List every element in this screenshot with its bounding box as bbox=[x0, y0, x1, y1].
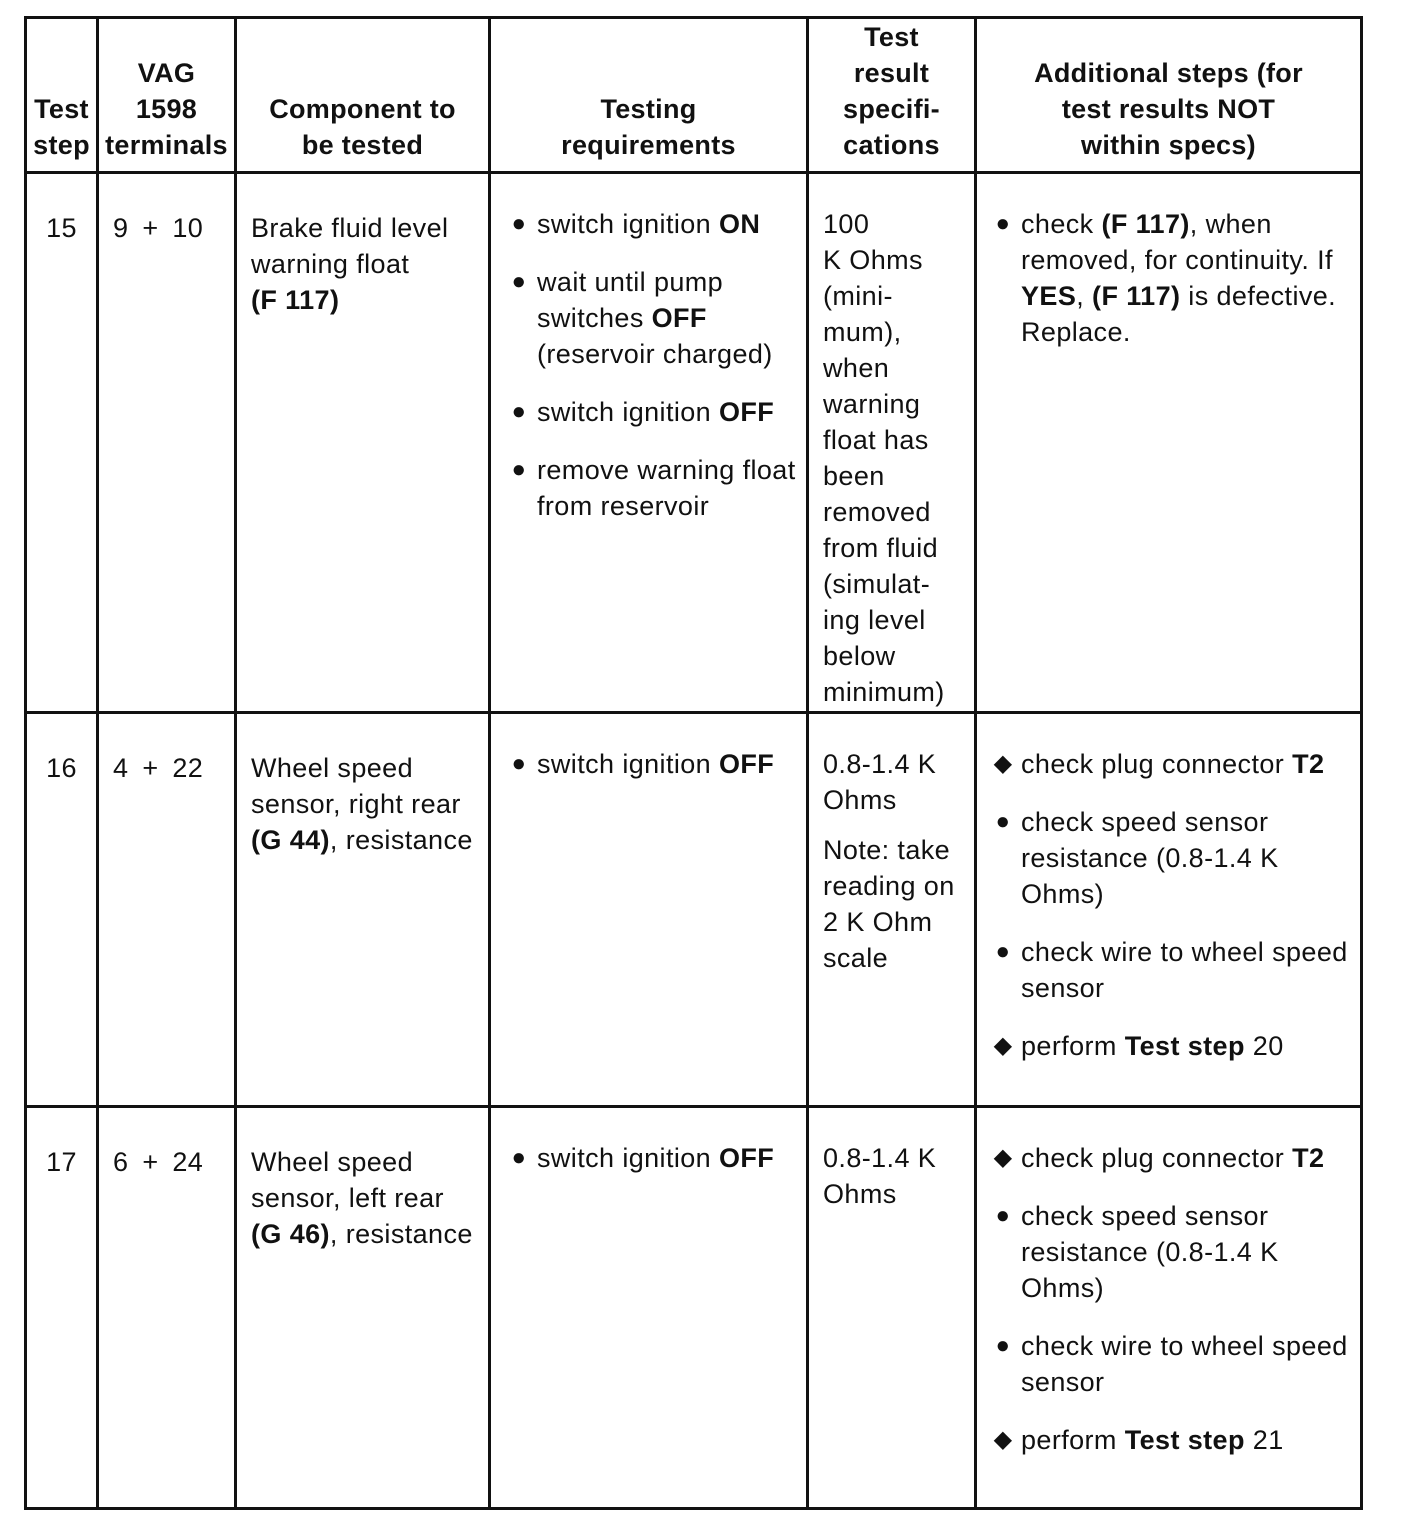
additional-steps-list bbox=[989, 206, 1352, 350]
cell-component bbox=[236, 713, 490, 1107]
spec-line: (simulat- bbox=[823, 569, 931, 599]
component-text: warning float bbox=[251, 249, 410, 279]
cell-requirements bbox=[490, 713, 808, 1107]
cell-specification bbox=[808, 173, 976, 713]
list-item bbox=[505, 452, 802, 524]
item-bold: ON bbox=[718, 209, 761, 239]
spec-value: 0.8-1.4 K Ohms bbox=[823, 1143, 937, 1209]
spec-line: warning bbox=[823, 389, 921, 419]
cell-component bbox=[236, 1107, 490, 1509]
item-bold: OFF bbox=[651, 303, 707, 333]
header-test-step bbox=[26, 18, 98, 173]
component-code: (G 44) bbox=[251, 825, 330, 855]
item-text: switch ignition bbox=[537, 749, 719, 779]
list-item bbox=[989, 1140, 1352, 1176]
item-bold: Test step bbox=[1124, 1031, 1245, 1061]
item-text: 21 bbox=[1244, 1425, 1284, 1455]
cell-requirements bbox=[490, 1107, 808, 1509]
bullet-icon: ● bbox=[995, 210, 1011, 237]
requirements-list bbox=[505, 1140, 802, 1176]
list-item bbox=[989, 1198, 1352, 1306]
list-item bbox=[989, 206, 1352, 350]
header-row bbox=[26, 18, 1362, 173]
spec-line: minimum) bbox=[823, 677, 945, 707]
header-text: within specs) bbox=[1081, 130, 1256, 160]
additional-steps-list bbox=[989, 746, 1352, 1064]
cell-additional-steps bbox=[976, 713, 1362, 1107]
header-text: 1598 bbox=[135, 94, 198, 124]
item-bold: (F 117) bbox=[1092, 281, 1181, 311]
list-item bbox=[989, 746, 1352, 782]
cell-specification bbox=[808, 1107, 976, 1509]
item-text: switch ignition bbox=[537, 209, 719, 239]
list-item bbox=[989, 1328, 1352, 1400]
spec-line: (mini- bbox=[823, 281, 893, 311]
table-row-step-17 bbox=[26, 1107, 1362, 1509]
list-item bbox=[989, 804, 1352, 912]
diamond-icon: ◆ bbox=[993, 1032, 1013, 1059]
list-item bbox=[505, 1140, 802, 1176]
item-text: , bbox=[1076, 281, 1093, 311]
header-text: be tested bbox=[301, 130, 424, 160]
header-additional-steps bbox=[976, 18, 1362, 173]
item-text: check plug connector bbox=[1021, 1143, 1293, 1173]
spec-line: below bbox=[823, 641, 896, 671]
header-text: result bbox=[853, 58, 930, 88]
item-text: check speed sensor resistance (0.8-1.4 K Ohms) bbox=[1021, 807, 1279, 909]
header-text: VAG bbox=[137, 58, 196, 88]
spec-line: from fluid bbox=[823, 533, 939, 563]
header-text: Test bbox=[864, 22, 919, 52]
cell-test-step: 16 bbox=[26, 713, 98, 1107]
component-code: (G 46) bbox=[251, 1219, 330, 1249]
component-text: , resistance bbox=[329, 825, 473, 855]
spec-note: Note: take reading on 2 K Ohm scale bbox=[823, 835, 955, 973]
item-text: check wire to wheel speed sensor bbox=[1021, 937, 1348, 1003]
header-text: cations bbox=[843, 130, 940, 160]
header-text: Testing bbox=[600, 94, 697, 124]
header-requirements bbox=[490, 18, 808, 173]
list-item bbox=[505, 264, 802, 372]
bullet-icon: ● bbox=[511, 1144, 527, 1171]
item-bold: OFF bbox=[718, 397, 775, 427]
bullet-icon: ● bbox=[511, 398, 527, 425]
item-bold: T2 bbox=[1292, 749, 1325, 779]
cell-additional-steps bbox=[976, 173, 1362, 713]
diamond-icon: ◆ bbox=[993, 1426, 1013, 1453]
list-item bbox=[989, 1422, 1352, 1458]
spec-line: when bbox=[823, 353, 890, 383]
item-text: switch ignition bbox=[537, 1143, 719, 1173]
cell-terminals: 4 + 22 bbox=[98, 713, 236, 1107]
bullet-icon: ● bbox=[511, 456, 527, 483]
cell-terminals: 6 + 24 bbox=[98, 1107, 236, 1509]
item-bold: Test step bbox=[1124, 1425, 1245, 1455]
cell-test-step: 15 bbox=[26, 173, 98, 713]
item-bold: T2 bbox=[1292, 1143, 1325, 1173]
item-text: , when removed, for continuity. If bbox=[1021, 209, 1333, 275]
item-bold: (F 117) bbox=[1101, 209, 1190, 239]
item-bold: OFF bbox=[718, 1143, 775, 1173]
bullet-icon: ● bbox=[511, 750, 527, 777]
item-text: perform bbox=[1021, 1425, 1125, 1455]
spec-value: 0.8-1.4 K Ohms bbox=[823, 749, 937, 815]
table-row-step-15 bbox=[26, 173, 1362, 713]
table-row-step-16 bbox=[26, 713, 1362, 1107]
list-item bbox=[505, 206, 802, 242]
requirements-list bbox=[505, 206, 802, 524]
header-text: test results NOT bbox=[1061, 94, 1276, 124]
component-text: Wheel speed sensor, right rear bbox=[251, 753, 461, 819]
test-steps-table bbox=[24, 16, 1363, 1510]
header-text: Component to bbox=[269, 94, 456, 124]
header-text: step bbox=[33, 130, 90, 160]
item-text: remove warning float from reservoir bbox=[537, 455, 796, 521]
cell-requirements bbox=[490, 173, 808, 713]
list-item bbox=[989, 934, 1352, 1006]
spec-line: float has bbox=[823, 425, 929, 455]
spec-line: ing level bbox=[823, 605, 926, 635]
item-bold: OFF bbox=[718, 749, 775, 779]
additional-steps-list bbox=[989, 1140, 1352, 1458]
requirements-list bbox=[505, 746, 802, 782]
header-specifications bbox=[808, 18, 976, 173]
component-text: Brake fluid level bbox=[251, 213, 449, 243]
bullet-icon: ● bbox=[995, 808, 1011, 835]
item-text: 20 bbox=[1244, 1031, 1284, 1061]
item-bold: YES bbox=[1021, 281, 1077, 311]
header-component bbox=[236, 18, 490, 173]
spec-line: removed bbox=[823, 497, 931, 527]
item-text: check bbox=[1021, 209, 1102, 239]
bullet-icon: ● bbox=[511, 210, 527, 237]
bullet-icon: ● bbox=[511, 268, 527, 295]
spec-line: been bbox=[823, 461, 885, 491]
header-text: Additional steps (for bbox=[1034, 58, 1303, 88]
bullet-icon: ● bbox=[995, 1332, 1011, 1359]
cell-component bbox=[236, 173, 490, 713]
header-text: specifi- bbox=[843, 94, 940, 124]
header-terminals bbox=[98, 18, 236, 173]
bullet-icon: ● bbox=[995, 1202, 1011, 1229]
cell-test-step: 17 bbox=[26, 1107, 98, 1509]
test-table-container bbox=[24, 16, 1363, 1510]
list-item bbox=[505, 746, 802, 782]
diamond-icon: ◆ bbox=[993, 1144, 1013, 1171]
item-text: check wire to wheel speed sensor bbox=[1021, 1331, 1348, 1397]
bullet-icon: ● bbox=[995, 938, 1011, 965]
item-text: perform bbox=[1021, 1031, 1125, 1061]
item-text: switch ignition bbox=[537, 397, 719, 427]
component-text: , resistance bbox=[329, 1219, 473, 1249]
header-text: requirements bbox=[561, 130, 736, 160]
item-text: check speed sensor resistance (0.8-1.4 K Ohms) bbox=[1021, 1201, 1279, 1303]
cell-additional-steps bbox=[976, 1107, 1362, 1509]
header-text: terminals bbox=[105, 130, 228, 160]
list-item bbox=[989, 1028, 1352, 1064]
spec-line: K Ohms bbox=[823, 245, 923, 275]
component-text: Wheel speed sensor, left rear bbox=[251, 1147, 444, 1213]
list-item bbox=[505, 394, 802, 430]
item-text: wait until pump switches bbox=[537, 267, 724, 333]
item-text: check plug connector bbox=[1021, 749, 1293, 779]
spec-line: 100 bbox=[823, 209, 870, 239]
cell-terminals: 9 + 10 bbox=[98, 173, 236, 713]
component-code: (F 117) bbox=[251, 285, 340, 315]
diamond-icon: ◆ bbox=[993, 750, 1013, 777]
item-text: is defective. Replace. bbox=[1021, 281, 1337, 347]
header-text: Test bbox=[34, 94, 89, 124]
item-text: (reservoir charged) bbox=[537, 339, 773, 369]
spec-line: mum), bbox=[823, 317, 902, 347]
cell-specification bbox=[808, 713, 976, 1107]
